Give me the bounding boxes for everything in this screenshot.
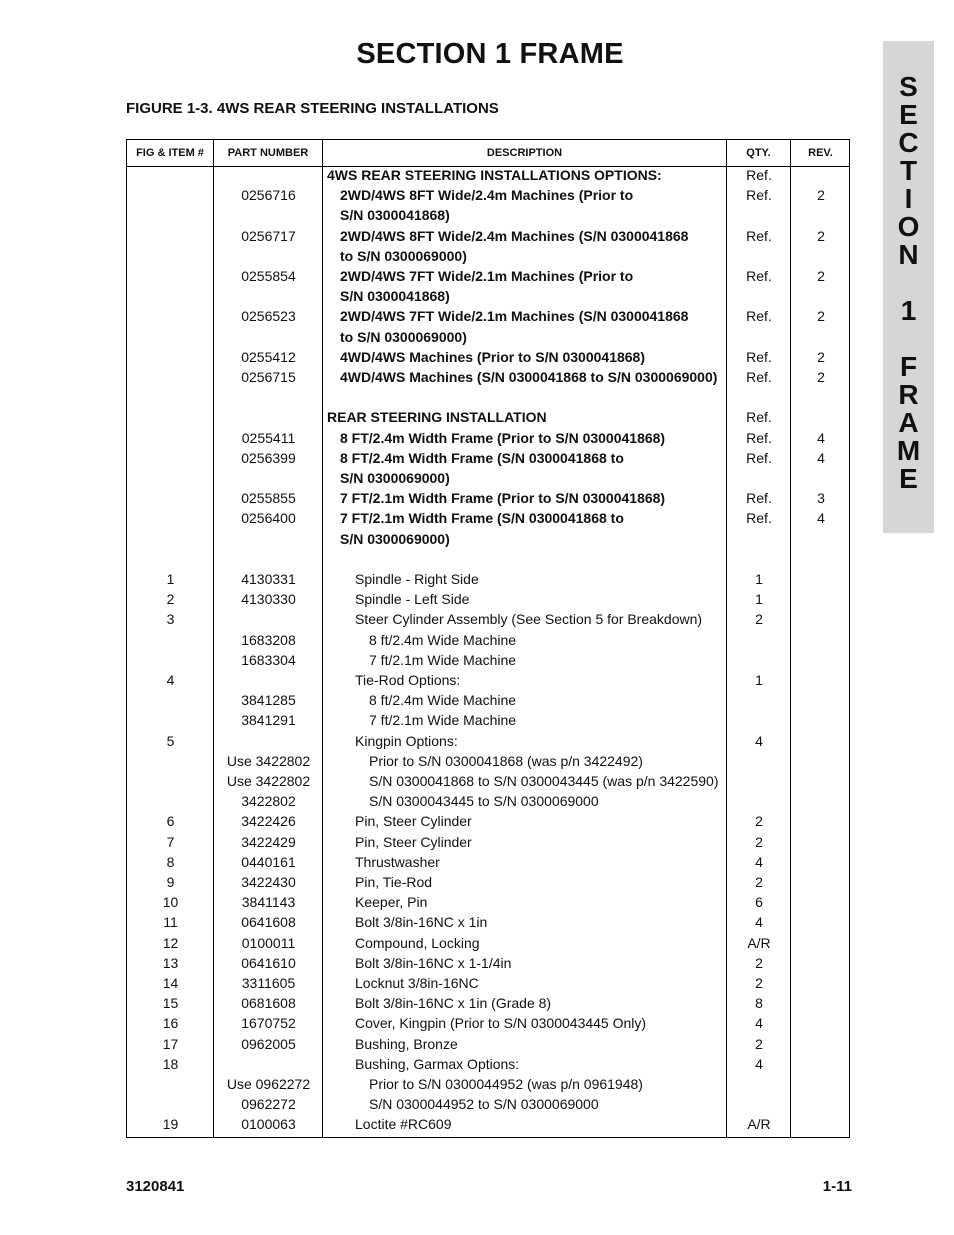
qty-cell: 8	[755, 995, 763, 1012]
description-cell: Compound, Locking	[355, 934, 480, 951]
description-cell: Bolt 3/8in-16NC x 1in	[355, 914, 488, 931]
part-number-cell: 0256717	[241, 227, 296, 244]
side-tab-letter: R	[898, 379, 919, 410]
part-number-cell: Use 3422802	[226, 752, 311, 769]
side-tab-letter	[883, 269, 934, 297]
description-cell: S/N 0300069000)	[340, 470, 450, 486]
description-cell: Keeper, Pin	[355, 894, 428, 911]
part-number-cell: 0256716	[241, 187, 296, 204]
description-cell: Locknut 3/8in-16NC	[355, 975, 479, 991]
description-cell: S/N 0300069000)	[340, 530, 450, 547]
part-number-cell: 0256399	[241, 449, 296, 466]
table-row	[127, 490, 851, 510]
side-tab-letter	[883, 325, 934, 353]
description-cell: Spindle - Right Side	[355, 571, 479, 587]
table-row	[127, 1116, 851, 1136]
table-row	[127, 1076, 851, 1096]
qty-cell: Ref.	[746, 187, 772, 204]
table-row	[127, 1096, 851, 1116]
description-cell: Prior to S/N 0300044952 (was p/n 0961948)	[369, 1076, 643, 1092]
qty-cell: 2	[755, 1035, 763, 1052]
table-row	[127, 894, 851, 914]
fig-item-cell: 6	[166, 813, 175, 830]
description-cell: 4WD/4WS Machines (Prior to S/N 0300041868)	[340, 348, 645, 365]
qty-cell: Ref.	[746, 167, 772, 183]
description-cell: REAR STEERING INSTALLATION	[327, 409, 547, 426]
table-row	[127, 288, 851, 308]
table-row	[127, 531, 851, 551]
table-row	[127, 632, 851, 652]
table-row	[127, 652, 851, 672]
table-row	[127, 914, 851, 934]
fig-item-cell: 15	[162, 995, 179, 1012]
header-part-number: PART NUMBER	[227, 147, 309, 159]
description-cell: Thrustwasher	[355, 853, 440, 870]
description-cell: 8 ft/2.4m Wide Machine	[369, 692, 517, 709]
part-number-cell: Use 3422802	[226, 773, 311, 789]
part-number-cell: 0255855	[241, 490, 296, 507]
table-row	[127, 1015, 851, 1035]
table-row	[127, 1056, 851, 1076]
fig-item-cell: 12	[162, 934, 179, 951]
table-row	[127, 995, 851, 1015]
qty-cell: A/R	[747, 934, 771, 951]
fig-item-cell: 9	[166, 874, 175, 890]
qty-cell: Ref.	[746, 348, 772, 365]
part-number-cell: 3422426	[241, 813, 296, 830]
fig-item-cell: 16	[162, 1015, 179, 1032]
side-tab-letter: 1	[900, 295, 917, 326]
table-row	[127, 692, 851, 712]
description-cell: 4WD/4WS Machines (S/N 0300041868 to S/N 0300069000)	[340, 369, 718, 385]
fig-item-cell: 10	[162, 894, 179, 911]
description-cell: 8 FT/2.4m Width Frame (Prior to S/N 0300041868)	[340, 429, 666, 446]
rev-cell: 4	[817, 510, 825, 527]
part-number-cell: 1683304	[241, 651, 296, 668]
part-number-cell: 0440161	[241, 853, 296, 870]
qty-cell: Ref.	[746, 510, 772, 527]
description-cell: Tie-Rod Options:	[355, 672, 461, 688]
rev-cell: 2	[817, 369, 825, 385]
part-number-cell: 1683208	[241, 631, 296, 648]
side-tab-letter: E	[899, 463, 918, 494]
table-row	[127, 753, 851, 773]
part-number-cell: 0641608	[241, 914, 296, 931]
header-description: DESCRIPTION	[486, 147, 563, 159]
description-cell: to S/N 0300069000)	[340, 328, 467, 345]
description-cell: 7 FT/2.1m Width Frame (S/N 0300041868 to	[340, 510, 624, 527]
qty-cell: Ref.	[746, 449, 772, 466]
qty-cell: Ref.	[746, 308, 772, 325]
figure-title: FIGURE 1-3. 4WS REAR STEERING INSTALLATIONS	[126, 100, 499, 117]
part-number-cell: 3422430	[241, 874, 296, 890]
description-cell: 7 ft/2.1m Wide Machine	[369, 651, 517, 668]
rev-cell: 2	[817, 348, 825, 365]
part-number-cell: 0255412	[241, 348, 296, 365]
part-number-cell: 0962272	[241, 1096, 296, 1113]
part-number-cell: 0255411	[241, 429, 296, 446]
table-row	[127, 409, 851, 429]
table-row	[127, 167, 851, 187]
side-tab-letter: M	[896, 435, 921, 466]
fig-item-cell: 8	[166, 853, 175, 870]
description-cell: S/N 0300041868 to S/N 0300043445 (was p/n 3422590)	[369, 773, 719, 789]
qty-cell: Ref.	[746, 227, 772, 244]
table-row	[127, 268, 851, 288]
table-row	[127, 712, 851, 732]
table-row	[127, 733, 851, 753]
qty-cell: 4	[755, 1015, 763, 1032]
footer-page-number: 1-11	[822, 1178, 852, 1195]
rev-cell: 2	[817, 308, 825, 325]
table-row	[127, 329, 851, 349]
description-cell: Pin, Steer Cylinder	[355, 833, 472, 850]
side-tab-letter: E	[899, 99, 918, 130]
table-row	[127, 187, 851, 207]
qty-cell: Ref.	[746, 409, 772, 426]
description-cell: Prior to S/N 0300041868 (was p/n 3422492)	[369, 752, 643, 769]
part-number-cell: 3841291	[241, 712, 296, 729]
part-number-cell: 4130330	[241, 591, 296, 608]
table-row	[127, 207, 851, 227]
table-row	[127, 834, 851, 854]
fig-item-cell: 19	[162, 1116, 179, 1133]
description-cell: 2WD/4WS 7FT Wide/2.1m Machines (S/N 0300041868	[340, 308, 689, 325]
description-cell: Bolt 3/8in-16NC x 1-1/4in	[355, 954, 512, 971]
fig-item-cell: 1	[166, 571, 175, 587]
side-tab-letter: I	[904, 183, 913, 214]
description-cell: Bushing, Garmax Options:	[355, 1055, 520, 1072]
description-cell: Bolt 3/8in-16NC x 1in (Grade 8)	[355, 995, 552, 1012]
part-number-cell: 3841143	[241, 894, 296, 911]
qty-cell: 4	[755, 732, 763, 749]
parts-table	[126, 139, 850, 1138]
description-cell: S/N 0300044952 to S/N 0300069000	[369, 1096, 599, 1113]
rev-cell: 3	[817, 490, 825, 507]
table-row	[127, 551, 851, 571]
rev-cell: 4	[817, 429, 825, 446]
fig-item-cell: 3	[166, 611, 175, 628]
part-number-cell: 3311605	[241, 975, 296, 991]
fig-item-cell: 11	[163, 914, 178, 931]
side-tab-letter: O	[897, 211, 920, 242]
qty-cell: 1	[755, 571, 763, 587]
description-cell: 8 FT/2.4m Width Frame (S/N 0300041868 to	[340, 449, 624, 466]
qty-cell: A/R	[747, 1116, 771, 1133]
part-number-cell: 0681608	[241, 995, 296, 1012]
description-cell: Pin, Tie-Rod	[355, 874, 433, 890]
description-cell: Pin, Steer Cylinder	[355, 813, 472, 830]
description-cell: to S/N 0300069000)	[340, 247, 467, 264]
side-tab-letter: T	[899, 155, 918, 186]
part-number-cell: 0962005	[241, 1035, 296, 1052]
description-cell: Cover, Kingpin (Prior to S/N 0300043445 Only)	[355, 1015, 647, 1032]
section-side-tab	[883, 41, 934, 533]
fig-item-cell: 4	[166, 672, 175, 688]
table-row	[127, 935, 851, 955]
qty-cell: 2	[755, 813, 763, 830]
part-number-cell: 0255854	[241, 268, 296, 284]
rev-cell: 2	[817, 227, 825, 244]
part-number-cell: 0256715	[241, 369, 296, 385]
table-row	[127, 672, 851, 692]
table-row	[127, 611, 851, 631]
qty-cell: 2	[755, 611, 763, 628]
description-cell: 2WD/4WS 7FT Wide/2.1m Machines (Prior to	[340, 268, 634, 284]
description-cell: 2WD/4WS 8FT Wide/2.4m Machines (Prior to	[340, 187, 634, 204]
table-row	[127, 955, 851, 975]
table-row	[127, 793, 851, 813]
description-cell: 7 ft/2.1m Wide Machine	[369, 712, 517, 729]
qty-cell: 2	[755, 833, 763, 850]
part-number-cell: 0100063	[241, 1116, 296, 1133]
part-number-cell: 4130331	[241, 571, 296, 587]
table-row	[127, 591, 851, 611]
table-row	[127, 571, 851, 591]
table-row	[127, 228, 851, 248]
table-row	[127, 773, 851, 793]
rev-cell: 2	[817, 187, 825, 204]
header-fig-item: FIG & ITEM #	[136, 147, 204, 159]
table-row	[127, 1036, 851, 1056]
table-row	[127, 248, 851, 268]
header-qty: QTY.	[746, 147, 771, 159]
description-cell: Bushing, Bronze	[355, 1035, 458, 1052]
table-row	[127, 349, 851, 369]
qty-cell: 2	[755, 874, 763, 890]
part-number-cell: 0641610	[241, 954, 296, 971]
part-number-cell: 0256400	[241, 510, 296, 527]
table-row	[127, 975, 851, 995]
qty-cell: 6	[755, 894, 763, 911]
description-cell: Loctite #RC609	[355, 1116, 452, 1133]
part-number-cell: 3422429	[241, 833, 296, 850]
side-tab-letter: F	[899, 351, 918, 382]
qty-cell: 4	[755, 853, 763, 870]
part-number-cell: 3841285	[241, 692, 296, 709]
description-cell: 7 FT/2.1m Width Frame (Prior to S/N 0300041868)	[340, 490, 666, 507]
qty-cell: Ref.	[746, 429, 772, 446]
header-rev: REV.	[808, 147, 833, 159]
table-row	[127, 369, 851, 389]
side-tab-letter: C	[898, 127, 919, 158]
part-number-cell: 1670752	[241, 1015, 296, 1032]
description-cell: Steer Cylinder Assembly (See Section 5 for Breakdown)	[355, 611, 703, 628]
description-cell: S/N 0300041868)	[340, 288, 450, 305]
fig-item-cell: 14	[162, 975, 179, 991]
qty-cell: 1	[755, 591, 763, 608]
qty-cell: 4	[755, 914, 763, 931]
qty-cell: 2	[755, 975, 763, 991]
description-cell: 4WS REAR STEERING INSTALLATIONS OPTIONS:	[327, 167, 662, 183]
table-row	[127, 813, 851, 833]
fig-item-cell: 2	[166, 591, 175, 608]
fig-item-cell: 5	[166, 732, 175, 749]
description-cell: S/N 0300043445 to S/N 0300069000	[369, 793, 599, 810]
table-row	[127, 854, 851, 874]
qty-cell: Ref.	[746, 490, 772, 507]
part-number-cell: 0256523	[241, 308, 296, 325]
qty-cell: Ref.	[746, 369, 772, 385]
qty-cell: 1	[755, 672, 763, 688]
part-number-cell: 0100011	[241, 934, 296, 951]
qty-cell: Ref.	[746, 268, 772, 284]
description-cell: 8 ft/2.4m Wide Machine	[369, 631, 517, 648]
fig-item-cell: 13	[162, 954, 179, 971]
side-tab-letters	[883, 73, 934, 493]
qty-cell: 4	[755, 1055, 763, 1072]
description-cell: Spindle - Left Side	[355, 591, 470, 608]
description-cell: S/N 0300041868)	[340, 207, 450, 224]
fig-item-cell: 18	[162, 1055, 179, 1072]
table-row	[127, 470, 851, 490]
qty-cell: 2	[755, 954, 763, 971]
fig-item-cell: 17	[162, 1035, 179, 1052]
side-tab-letter: S	[899, 71, 918, 102]
table-row	[127, 389, 851, 409]
section-title: SECTION 1 FRAME	[356, 38, 624, 70]
side-tab-letter: A	[898, 407, 919, 438]
rev-cell: 4	[817, 449, 825, 466]
side-tab-letter: N	[898, 239, 919, 270]
description-cell: 2WD/4WS 8FT Wide/2.4m Machines (S/N 0300041868	[340, 227, 689, 244]
part-number-cell: 3422802	[241, 793, 296, 810]
rev-cell: 2	[817, 268, 825, 284]
description-cell: Kingpin Options:	[355, 732, 458, 749]
part-number-cell: Use 0962272	[226, 1076, 311, 1092]
table-row	[127, 510, 851, 530]
fig-item-cell: 7	[166, 833, 175, 850]
footer-document-number: 3120841	[126, 1178, 185, 1195]
table-row	[127, 308, 851, 328]
table-row	[127, 430, 851, 450]
table-row	[127, 874, 851, 894]
table-row	[127, 450, 851, 470]
